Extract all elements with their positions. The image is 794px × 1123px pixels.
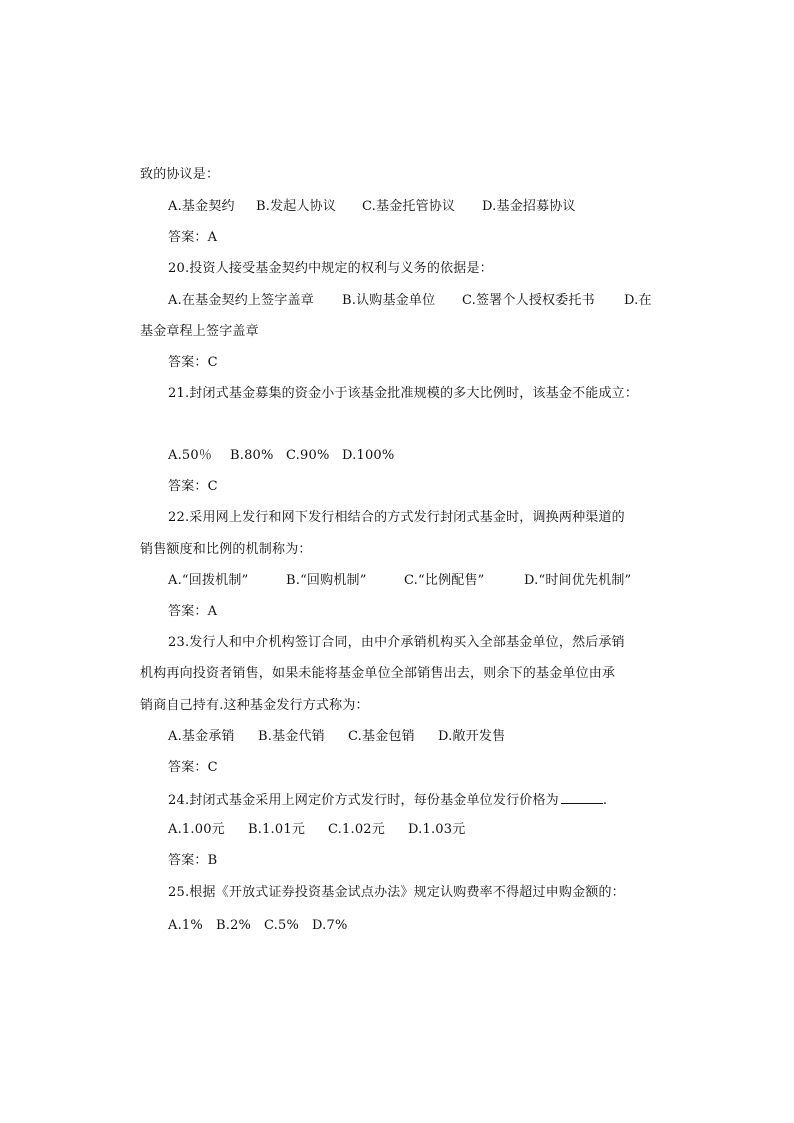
question-23-stem-line2: 机构再向投资者销售，如果未能将基金单位全部销售出去，则余下的基金单位由承 <box>140 666 616 681</box>
question-24-stem: 24.封闭式基金采用上网定价方式发行时，每份基金单位发行价格为 <box>168 793 559 808</box>
question-20-answer: 答案：C <box>168 355 218 370</box>
question-22-option-a: A.“回拨机制” <box>168 573 249 588</box>
question-24-answer: 答案：B <box>168 853 218 868</box>
question-22-answer: 答案：A <box>168 604 218 619</box>
question-22-stem-line2: 销售额度和比例的机制称为： <box>140 542 312 557</box>
question-23-option-b: B.基金代销 <box>258 729 325 744</box>
question-25-options <box>168 918 348 934</box>
question-19-answer: 答案：A <box>168 230 218 245</box>
question-24-option-d: D.1.03元 <box>408 822 466 837</box>
question-22-option-d: D.“时间优先机制” <box>524 573 632 588</box>
question-20-option-b: B.认购基金单位 <box>342 293 436 308</box>
question-24-stem-line <box>168 791 607 809</box>
question-21-options <box>168 448 394 464</box>
question-24-options <box>168 822 465 838</box>
question-23-option-c: C.基金包销 <box>348 729 415 744</box>
question-19-stem-tail: 致的协议是： <box>140 167 220 182</box>
question-23-option-a: A.基金承销 <box>168 729 235 744</box>
question-25-option-d: D.7% <box>312 918 348 933</box>
question-25-stem: 25.根据《开放式证券投资基金试点办法》规定认购费率不得超过申购金额的： <box>168 885 625 900</box>
question-24-option-a: A.1.00元 <box>168 822 225 837</box>
question-24-option-c: C.1.02元 <box>328 822 385 837</box>
question-20-option-d: D.在 <box>624 293 652 308</box>
question-22-option-c: C.“比例配售” <box>404 573 485 588</box>
question-21-option-b: B.80% <box>230 448 274 463</box>
question-20-option-d-cont: 基金章程上签字盖章 <box>140 324 259 339</box>
question-23-stem-line3: 销商自己持有.这种基金发行方式称为： <box>140 698 369 713</box>
question-21-answer: 答案：C <box>168 479 218 494</box>
answer-blank <box>561 791 603 804</box>
question-20-stem: 20.投资人接受基金契约中规定的权利与义务的依据是： <box>168 261 493 276</box>
question-25-option-a: A.1% <box>168 918 203 933</box>
question-23-answer: 答案：C <box>168 760 218 775</box>
question-21-option-a: A.50％ <box>168 448 213 463</box>
question-23-options <box>168 729 505 745</box>
question-22-stem-line1: 22.采用网上发行和网下发行相结合的方式发行封闭式基金时，调换两种渠道的 <box>168 510 625 525</box>
question-19-options <box>168 199 576 215</box>
question-19-option-a: A.基金契约 <box>168 199 235 214</box>
question-21-option-c: C.90% <box>286 448 330 463</box>
question-19-option-d: D.基金招募协议 <box>482 199 576 214</box>
question-19-option-b: B.发起人协议 <box>256 199 337 214</box>
question-20-option-c: C.签署个人授权委托书 <box>462 293 595 308</box>
question-21-stem: 21.封闭式基金募集的资金小于该基金批准规模的多大比例时，该基金不能成立： <box>168 386 639 401</box>
question-19-option-c: C.基金托管协议 <box>362 199 456 214</box>
question-20-option-a: A.在基金契约上签字盖章 <box>168 293 314 308</box>
question-23-stem-line1: 23.发行人和中介机构签订合同，由中介承销机构买入全部基金单位，然后承销 <box>168 635 625 650</box>
question-21-option-d: D.100% <box>342 448 395 463</box>
question-25-option-b: B.2% <box>216 918 252 933</box>
question-25-option-c: C.5% <box>264 918 300 933</box>
question-24-stem-end: . <box>602 793 608 808</box>
question-22-options <box>168 573 631 589</box>
question-22-option-b: B.“回购机制” <box>286 573 367 588</box>
question-24-option-b: B.1.01元 <box>248 822 306 837</box>
question-23-option-d: D.敞开发售 <box>438 729 506 744</box>
question-20-options <box>168 293 652 309</box>
